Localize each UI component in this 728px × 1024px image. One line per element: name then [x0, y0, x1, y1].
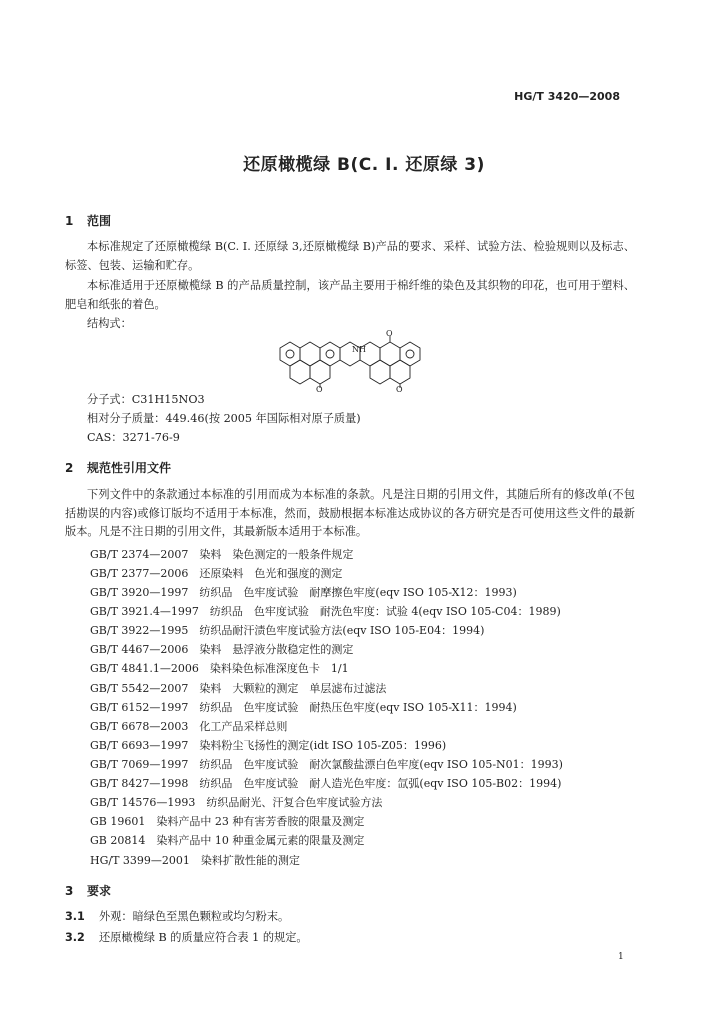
section-1-heading — [65, 212, 111, 229]
requirement-number: 3.2 — [65, 931, 85, 944]
structural-formula-diagram — [268, 330, 428, 392]
section-3-number: 3 — [65, 884, 74, 898]
section-3-title: 要求 — [87, 884, 112, 898]
section-1-paragraph-scope: 本标准规定了还原橄榄绿 B(C. I. 还原绿 3,还原橄榄绿 B)产品的要求、采样、试验方法、检验规则以及标志、标签、包装、运输和贮存。 — [65, 240, 635, 272]
reference-item: GB/T 4841.1—2006 染料染色标准深度色卡 1/1 — [90, 662, 349, 675]
nh-label: NH — [352, 345, 366, 354]
reference-item: GB/T 6152—1997 纺织品 色牢度试验 耐热压色牢度(eqv ISO 105-X11：1994) — [90, 701, 517, 714]
section-2-paragraph: 下列文件中的条款通过本标准的引用而成为本标准的条款。凡是注日期的引用文件，其随后所有的修改单(不包括勘误的内容)或修订版均不适用于本标准，然而，鼓励根据本标准达成协议的各方研究是否可使用这些文件的最新版本。凡是不注日期的引用文件，其最新版本适用于本标准。 — [65, 488, 635, 538]
section-3-heading — [65, 882, 111, 899]
reference-item: GB/T 2374—2007 染料 染色测定的一般条件规定 — [90, 548, 354, 561]
molecular-mass: 相对分子质量：449.46(按 2005 年国际相对原子质量) — [87, 412, 361, 425]
oxygen-label-left: O — [316, 385, 323, 392]
section-1-paragraph-applicability: 本标准适用于还原橄榄绿 B 的产品质量控制，该产品主要用于棉纤维的染色及其织物的印花，也可用于塑料、肥皂和纸张的着色。 — [65, 279, 635, 311]
ring-system — [280, 336, 420, 388]
standard-code: HG/T 3420—2008 — [514, 90, 620, 103]
oxygen-label-right: O — [396, 385, 403, 392]
page-number: 1 — [618, 952, 624, 962]
reference-item: GB 20814 染料产品中 10 种重金属元素的限量及测定 — [90, 834, 365, 847]
reference-item: HG/T 3399—2001 染料扩散性能的测定 — [90, 854, 300, 867]
section-2-number: 2 — [65, 461, 74, 475]
requirement-number: 3.1 — [65, 910, 85, 923]
reference-item: GB/T 6678—2003 化工产品采样总则 — [90, 720, 288, 733]
reference-item: GB/T 6693—1997 染料粉尘飞扬性的测定(idt ISO 105-Z05：1996) — [90, 739, 447, 752]
section-1-title: 范围 — [87, 214, 112, 228]
reference-item: GB/T 14576—1993 纺织品耐光、汗复合色牢度试验方法 — [90, 796, 383, 809]
document-title: 还原橄榄绿 B(C. I. 还原绿 3) — [243, 155, 485, 175]
requirement-item — [65, 929, 308, 947]
reference-item: GB/T 7069—1997 纺织品 色牢度试验 耐次氯酸盐漂白色牢度(eqv ISO 105-N01：1993) — [90, 758, 563, 771]
structure-label: 结构式： — [87, 317, 132, 330]
reference-item: GB/T 3921.4—1997 纺织品 色牢度试验 耐洗色牢度：试验 4(eqv ISO 105-C04：1989) — [90, 605, 561, 618]
section-1-number: 1 — [65, 214, 74, 228]
molecular-formula: 分子式：C31H15NO3 — [87, 393, 205, 406]
requirement-text: 还原橄榄绿 B 的质量应符合表 1 的规定。 — [99, 931, 308, 944]
reference-item: GB/T 5542—2007 染料 大颗粒的测定 单层滤布过滤法 — [90, 682, 387, 695]
reference-item: GB/T 2377—2006 还原染料 色光和强度的测定 — [90, 567, 343, 580]
reference-item: GB 19601 染料产品中 23 种有害芳香胺的限量及测定 — [90, 815, 365, 828]
reference-item: GB/T 4467—2006 染料 悬浮液分散稳定性的测定 — [90, 643, 354, 656]
reference-item: GB/T 3922—1995 纺织品耐汗渍色牢度试验方法(eqv ISO 105-E04：1994) — [90, 624, 485, 637]
oxygen-label-top: O — [386, 330, 393, 338]
requirement-item — [65, 908, 289, 926]
cas-number: CAS：3271-76-9 — [87, 431, 180, 444]
reference-item: GB/T 8427—1998 纺织品 色牢度试验 耐人造光色牢度：氙弧(eqv ISO 105-B02：1994) — [90, 777, 562, 790]
reference-item: GB/T 3920—1997 纺织品 色牢度试验 耐摩擦色牢度(eqv ISO 105-X12：1993) — [90, 586, 517, 599]
section-2-title: 规范性引用文件 — [87, 461, 172, 475]
requirement-text: 外观：暗绿色至黑色颗粒或均匀粉末。 — [99, 910, 290, 923]
section-2-heading — [65, 459, 171, 476]
